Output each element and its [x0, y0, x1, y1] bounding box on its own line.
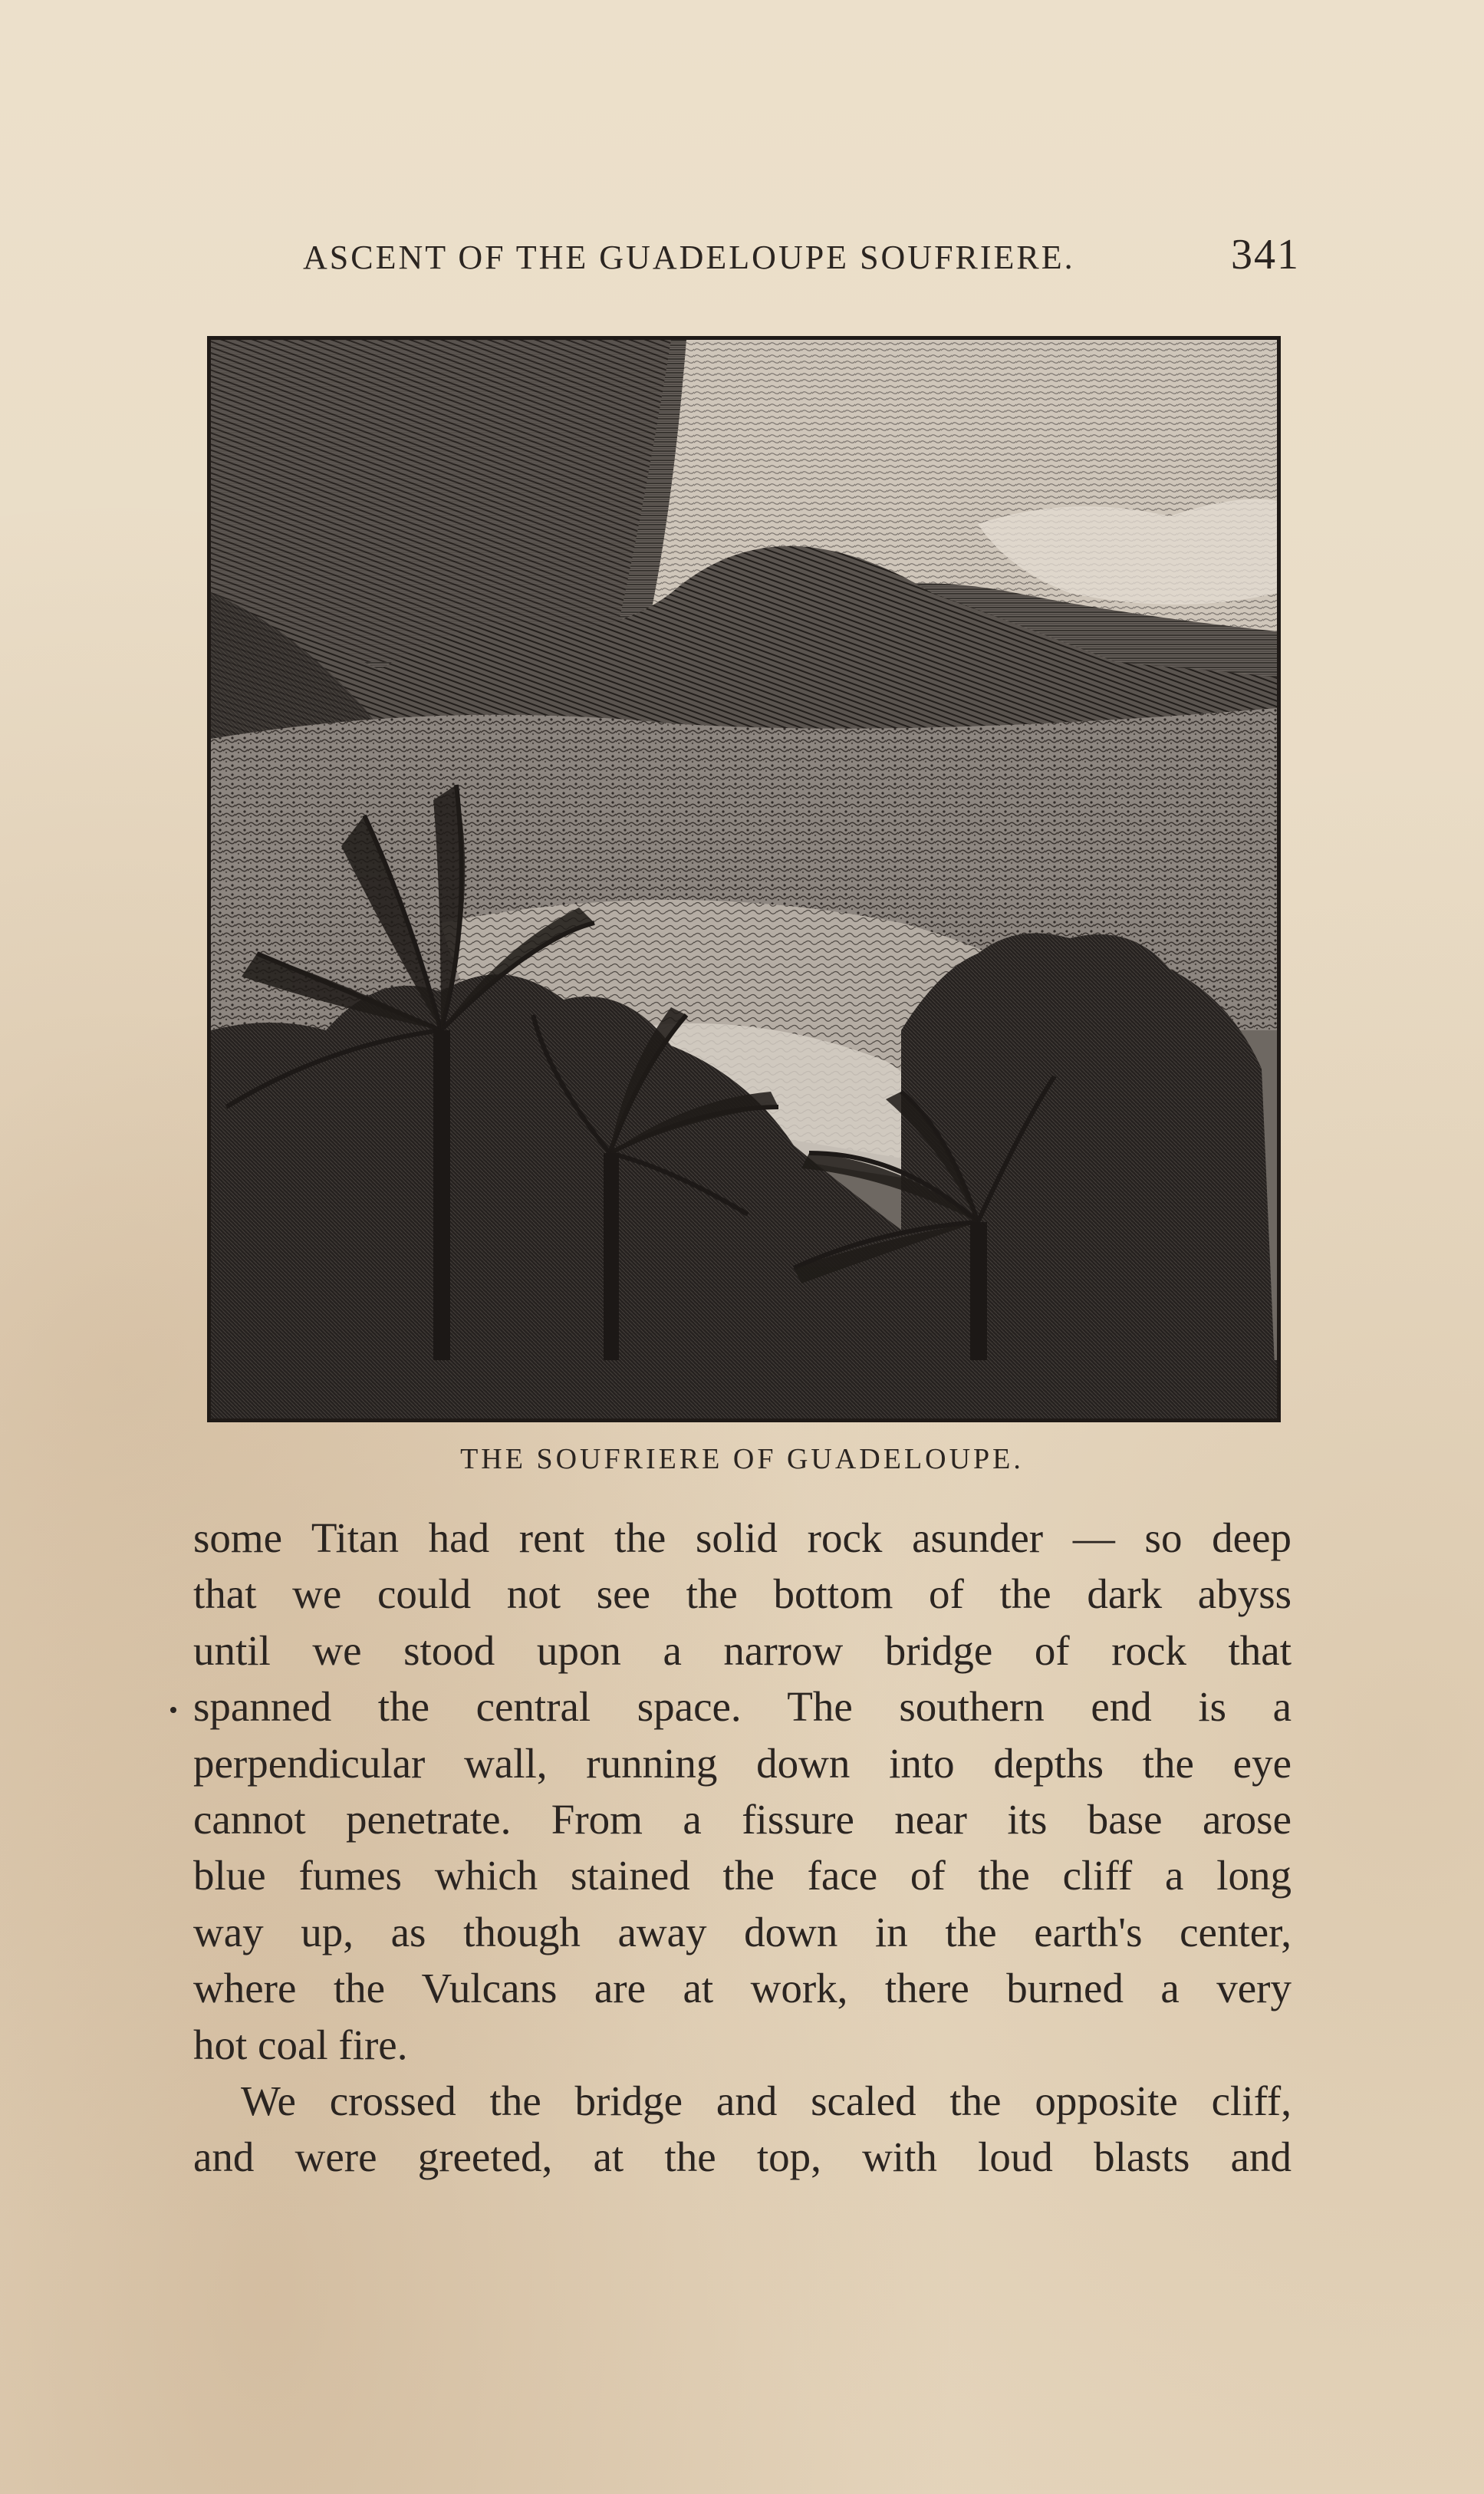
running-title: ASCENT OF THE GUADELOUPE SOUFRIERE. — [303, 239, 1075, 276]
text-line: until we stood upon a narrow bridge of rock that — [193, 1626, 1292, 1674]
text-line: cannot penetrate. From a fissure near its base arose — [193, 1795, 1292, 1843]
text-line: some Titan had rent the solid rock asunder — so deep — [193, 1514, 1292, 1561]
illustration-caption: THE SOUFRIERE OF GUADELOUPE. — [460, 1443, 1024, 1475]
margin-mark — [170, 1707, 176, 1713]
text-line: hot coal fire. — [193, 2021, 408, 2068]
text-line: way up, as though away down in the earth's center, — [193, 1908, 1292, 1955]
text-line: where the Vulcans are at work, there burned a very — [193, 1965, 1292, 2012]
text-line: perpendicular wall, running down into depths the eye — [193, 1739, 1292, 1787]
page-number: 341 — [1231, 231, 1300, 278]
running-head — [303, 230, 1300, 292]
text-line: that we could not see the bottom of the dark abyss — [193, 1570, 1292, 1618]
engraving-landscape-icon — [211, 340, 1277, 1418]
text-line: We crossed the bridge and scaled the opposite cliff, — [241, 2077, 1292, 2124]
text-line: blue fumes which stained the face of the cliff a long — [193, 1852, 1292, 1899]
body-text — [193, 1510, 1292, 2186]
text-line: spanned the central space. The southern end is a — [193, 1683, 1292, 1731]
text-line: and were greeted, at the top, with loud blasts and — [193, 2133, 1292, 2181]
illustration-engraving — [207, 336, 1281, 1422]
